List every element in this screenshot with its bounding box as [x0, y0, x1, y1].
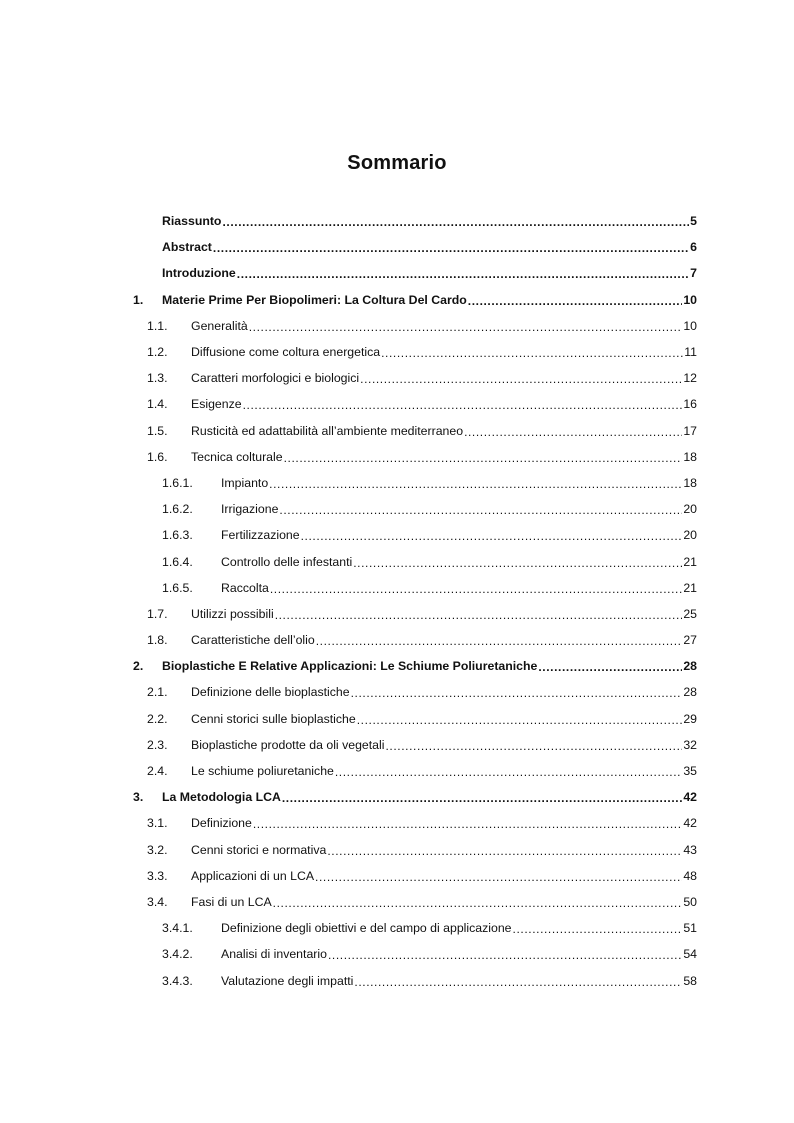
toc-entry-label: Le schiume poliuretaniche: [191, 764, 334, 779]
toc-dot-leader: [273, 896, 683, 910]
toc-entry-label: Diffusione come coltura energetica: [191, 345, 381, 360]
toc-entry-page-number: 29: [683, 711, 697, 726]
toc-entry[interactable]: [133, 915, 697, 941]
toc-entry-label: Utilizzi possibili: [191, 606, 274, 621]
toc-entry[interactable]: [133, 365, 697, 391]
toc-entry-label: Bioplastiche E Relative Applicazioni: Le Schiume Poliuretaniche: [162, 659, 538, 674]
toc-entry[interactable]: [133, 967, 697, 993]
toc-entry-number: 3.2.: [147, 842, 168, 857]
toc-entry-label: Bioplastiche prodotte da oli vegetali: [191, 737, 385, 752]
toc-entry-page-number: 10: [683, 292, 697, 307]
toc-dot-leader: [351, 686, 683, 700]
toc-entry[interactable]: [133, 470, 697, 496]
toc-entry-page-number: 16: [683, 397, 697, 412]
toc-entry-label: Cenni storici e normativa: [191, 842, 327, 857]
toc-dot-leader: [282, 791, 682, 805]
toc-entry-page-number: 20: [683, 502, 697, 517]
toc-entry-label: Definizione: [191, 816, 252, 831]
toc-entry[interactable]: [133, 889, 697, 915]
toc-entry[interactable]: [133, 522, 697, 548]
toc-entry[interactable]: [133, 706, 697, 732]
toc-entry-label: Definizione degli obiettivi e del campo di applicazione: [221, 921, 512, 936]
toc-entry[interactable]: [133, 653, 697, 679]
toc-dot-leader: [213, 241, 689, 255]
toc-entry-number: 1.5.: [147, 423, 168, 438]
toc-entry-label: Fasi di un LCA: [191, 894, 272, 909]
toc-entry-page-number: 18: [683, 449, 697, 464]
toc-entry-page-number: 32: [683, 737, 697, 752]
toc-dot-leader: [538, 660, 682, 674]
toc-entry-number: 3.4.2.: [162, 947, 193, 962]
toc-dot-leader: [513, 922, 683, 936]
toc-entry-number: 1.6.2.: [162, 502, 193, 517]
toc-entry-page-number: 51: [683, 921, 697, 936]
toc-entry[interactable]: [133, 313, 697, 339]
toc-entry-number: 3.: [133, 790, 144, 805]
toc-entry-label: Materie Prime Per Biopolimeri: La Coltura Del Cardo: [162, 292, 467, 307]
toc-entry-page-number: 20: [683, 528, 697, 543]
toc-dot-leader: [357, 713, 683, 727]
toc-entry-page-number: 25: [683, 606, 697, 621]
toc-entry[interactable]: [133, 391, 697, 417]
toc-entry-page-number: 48: [683, 868, 697, 883]
toc-entry[interactable]: [133, 863, 697, 889]
toc-entry-number: 1.3.: [147, 371, 168, 386]
toc-entry[interactable]: [133, 548, 697, 574]
toc-entry[interactable]: [133, 810, 697, 836]
toc-entry-number: 2.3.: [147, 737, 168, 752]
toc-entry[interactable]: [133, 234, 697, 260]
toc-entry-label: La Metodologia LCA: [162, 790, 281, 805]
toc-entry[interactable]: [133, 601, 697, 627]
toc-dot-leader: [249, 320, 683, 334]
toc-entry-page-number: 43: [683, 842, 697, 857]
toc-dot-leader: [381, 346, 683, 360]
toc-entry-number: 1.8.: [147, 633, 168, 648]
toc-entry-page-number: 28: [683, 659, 697, 674]
toc-entry-number: 2.: [133, 659, 144, 674]
toc-entry-number: 2.2.: [147, 711, 168, 726]
toc-entry-number: 1.6.5.: [162, 580, 193, 595]
toc-entry[interactable]: [133, 339, 697, 365]
toc-entry-label: Cenni storici sulle bioplastiche: [191, 711, 356, 726]
toc-entry-page-number: 21: [683, 554, 697, 569]
toc-entry-number: 3.4.3.: [162, 973, 193, 988]
toc-dot-leader: [328, 948, 682, 962]
toc-entry-page-number: 7: [690, 266, 697, 281]
toc-entry-number: 1.: [133, 292, 144, 307]
toc-entry-number: 3.4.: [147, 894, 168, 909]
toc-entry[interactable]: [133, 260, 697, 286]
toc-entry[interactable]: [133, 758, 697, 784]
toc-entry-label: Tecnica colturale: [191, 449, 283, 464]
toc-dot-leader: [301, 529, 683, 543]
toc-dot-leader: [284, 451, 683, 465]
table-of-contents: [133, 208, 697, 994]
toc-entry-number: 1.7.: [147, 606, 168, 621]
toc-dot-leader: [335, 765, 682, 779]
toc-entry-page-number: 54: [683, 947, 697, 962]
toc-entry-page-number: 18: [683, 475, 697, 490]
toc-entry-label: Raccolta: [221, 580, 269, 595]
toc-entry-page-number: 42: [683, 816, 697, 831]
toc-dot-leader: [360, 372, 682, 386]
toc-entry[interactable]: [133, 627, 697, 653]
toc-entry-label: Esigenze: [191, 397, 242, 412]
toc-entry-number: 1.6.3.: [162, 528, 193, 543]
toc-entry-number: 1.6.1.: [162, 475, 193, 490]
toc-entry-page-number: 28: [683, 685, 697, 700]
toc-entry-number: 1.1.: [147, 318, 168, 333]
toc-dot-leader: [243, 398, 683, 412]
toc-entry-number: 2.4.: [147, 764, 168, 779]
toc-entry-page-number: 11: [684, 345, 697, 360]
toc-dot-leader: [237, 267, 689, 281]
toc-entry-page-number: 10: [683, 318, 697, 333]
toc-dot-leader: [315, 870, 682, 884]
toc-dot-leader: [275, 608, 683, 622]
toc-entry-page-number: 6: [690, 240, 697, 255]
toc-dot-leader: [464, 425, 682, 439]
toc-entry[interactable]: [133, 575, 697, 601]
toc-entry[interactable]: [133, 837, 697, 863]
toc-dot-leader: [316, 634, 683, 648]
toc-entry[interactable]: [133, 941, 697, 967]
toc-dot-leader: [385, 739, 682, 753]
toc-entry-page-number: 12: [683, 371, 697, 386]
toc-entry-page-number: 27: [683, 633, 697, 648]
toc-entry-label: Valutazione degli impatti: [221, 973, 354, 988]
toc-entry-label: Definizione delle bioplastiche: [191, 685, 350, 700]
toc-entry-label: Rusticità ed adattabilità all’ambiente mediterraneo: [191, 423, 464, 438]
toc-dot-leader: [327, 844, 682, 858]
toc-entry[interactable]: [133, 418, 697, 444]
toc-entry-label: Impianto: [221, 475, 269, 490]
toc-entry[interactable]: [133, 444, 697, 470]
toc-entry[interactable]: [133, 496, 697, 522]
toc-entry-number: 1.2.: [147, 345, 168, 360]
toc-entry-number: 3.4.1.: [162, 921, 193, 936]
toc-entry-number: 1.6.4.: [162, 554, 193, 569]
page-title: Sommario: [347, 152, 447, 174]
toc-entry[interactable]: [133, 784, 697, 810]
toc-entry-page-number: 42: [683, 790, 697, 805]
toc-dot-leader: [222, 215, 689, 229]
toc-entry[interactable]: [133, 287, 697, 313]
toc-entry-number: 3.1.: [147, 816, 168, 831]
toc-entry[interactable]: [133, 208, 697, 234]
toc-entry-page-number: 21: [683, 580, 697, 595]
toc-entry-label: Controllo delle infestanti: [221, 554, 353, 569]
toc-entry-number: 3.3.: [147, 868, 168, 883]
toc-entry-label: Abstract: [162, 240, 212, 255]
toc-entry-page-number: 58: [683, 973, 697, 988]
toc-entry-label: Riassunto: [162, 214, 222, 229]
toc-entry-label: Caratteri morfologici e biologici: [191, 371, 360, 386]
toc-entry-label: Caratteristiche dell’olio: [191, 633, 315, 648]
toc-entry-label: Generalità: [191, 318, 248, 333]
toc-dot-leader: [253, 817, 682, 831]
toc-entry-number: 1.6.: [147, 449, 168, 464]
toc-dot-leader: [353, 556, 682, 570]
toc-entry-number: 2.1.: [147, 685, 168, 700]
toc-entry-label: Analisi di inventario: [221, 947, 327, 962]
toc-dot-leader: [269, 477, 682, 491]
toc-entry[interactable]: [133, 679, 697, 705]
toc-dot-leader: [354, 975, 682, 989]
toc-entry-label: Fertilizzazione: [221, 528, 300, 543]
toc-entry-page-number: 35: [683, 764, 697, 779]
toc-entry-page-number: 17: [683, 423, 697, 438]
toc-entry-number: 1.4.: [147, 397, 168, 412]
toc-entry-page-number: 5: [690, 214, 697, 229]
toc-entry-label: Introduzione: [162, 266, 236, 281]
toc-dot-leader: [279, 503, 682, 517]
toc-entry-label: Applicazioni di un LCA: [191, 868, 315, 883]
toc-dot-leader: [468, 294, 683, 308]
toc-entry-label: Irrigazione: [221, 502, 279, 517]
toc-dot-leader: [270, 582, 682, 596]
toc-entry[interactable]: [133, 732, 697, 758]
toc-entry-page-number: 50: [683, 894, 697, 909]
